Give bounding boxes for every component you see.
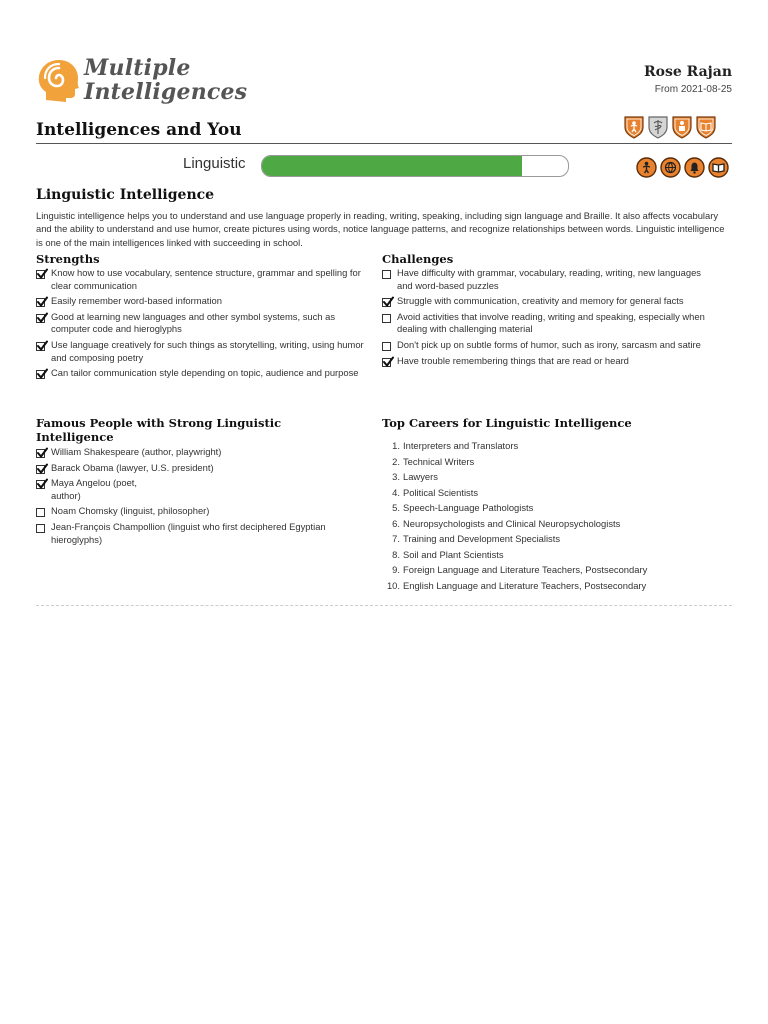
checked-checkbox-icon bbox=[36, 480, 45, 489]
checked-checkbox-icon bbox=[36, 342, 45, 351]
unchecked-checkbox-icon bbox=[382, 314, 391, 323]
career-number: 1. bbox=[392, 440, 400, 451]
challenges-list bbox=[382, 267, 714, 370]
page-title: Intelligences and You bbox=[36, 120, 242, 140]
unchecked-checkbox-icon bbox=[36, 508, 45, 517]
famous-title: Famous People with Strong Linguistic Intelligence bbox=[36, 416, 282, 444]
checklist-item bbox=[36, 477, 361, 502]
checklist-item bbox=[382, 339, 714, 352]
figure-shield-icon bbox=[672, 115, 692, 139]
career-number: 7. bbox=[392, 533, 400, 544]
checked-checkbox-icon bbox=[36, 298, 45, 307]
checked-checkbox-icon bbox=[36, 270, 45, 279]
logo-head-icon bbox=[36, 58, 82, 104]
career-item bbox=[379, 456, 729, 468]
checklist-item-text: William Shakespeare (author, playwright) bbox=[51, 446, 222, 457]
checklist-item-text: Know how to use vocabulary, sentence structure, grammar and spelling for clear communication bbox=[51, 267, 361, 291]
book-badge-icon bbox=[708, 157, 729, 178]
career-item bbox=[379, 580, 729, 592]
checklist-item bbox=[36, 505, 361, 518]
checked-checkbox-icon bbox=[36, 465, 45, 474]
score-bar bbox=[261, 155, 569, 177]
checklist-item-text: Maya Angelou (poet, author) bbox=[51, 477, 137, 501]
career-item bbox=[379, 518, 729, 530]
checklist-item-text: Don't pick up on subtle forms of humor, such as irony, sarcasm and satire bbox=[397, 338, 701, 350]
checklist-item bbox=[36, 521, 361, 546]
checklist-item-text: Use language creatively for such things as storytelling, writing, using humor and composing poetry bbox=[51, 338, 364, 363]
logo-wordmark: Multiple Intelligences bbox=[84, 55, 248, 105]
checked-checkbox-icon bbox=[36, 370, 45, 379]
checklist-item bbox=[382, 311, 714, 336]
career-item bbox=[379, 487, 729, 499]
checklist-item bbox=[36, 295, 366, 308]
career-text: Interpreters and Translators bbox=[403, 440, 519, 451]
career-item bbox=[379, 564, 729, 576]
career-number: 9. bbox=[392, 564, 400, 575]
globe-badge-icon bbox=[660, 157, 681, 178]
career-number: 2. bbox=[392, 455, 400, 467]
checklist-item bbox=[382, 355, 714, 368]
career-number: 10. bbox=[386, 579, 400, 591]
famous-list bbox=[36, 446, 361, 549]
career-text: Training and Development Specialists bbox=[403, 533, 561, 544]
checklist-item bbox=[36, 267, 366, 292]
score-bar-label: Linguistic bbox=[183, 155, 246, 172]
career-text: Lawyers bbox=[403, 471, 438, 482]
bell-badge-icon bbox=[684, 157, 705, 178]
careers-title: Top Careers for Linguistic Intelligence bbox=[382, 416, 632, 430]
badges-top bbox=[624, 115, 716, 139]
checked-checkbox-icon bbox=[382, 298, 391, 307]
career-text: Neuropsychologists and Clinical Neuropsychologists bbox=[403, 517, 621, 529]
strengths-list bbox=[36, 267, 366, 383]
person-shield-icon bbox=[624, 115, 644, 139]
career-text: Technical Writers bbox=[403, 455, 475, 467]
challenges-title: Challenges bbox=[382, 252, 454, 266]
checklist-item bbox=[36, 462, 361, 475]
career-number: 3. bbox=[392, 471, 400, 482]
checked-checkbox-icon bbox=[36, 314, 45, 323]
checklist-item bbox=[382, 295, 714, 308]
checked-checkbox-icon bbox=[36, 449, 45, 458]
report-date: From 2021-08-25 bbox=[654, 84, 732, 95]
career-text: Foreign Language and Literature Teachers, Postsecondary bbox=[403, 564, 648, 575]
checklist-item-text: Jean-François Champollion (linguist who first deciphered Egyptian hieroglyphs) bbox=[51, 520, 326, 545]
checklist-item-text: Can tailor communication style depending on topic, audience and purpose bbox=[51, 367, 359, 379]
user-name: Rose Rajan bbox=[644, 64, 732, 80]
strengths-title: Strengths bbox=[36, 252, 100, 266]
checklist-item-text: Avoid activities that involve reading, writing and speaking, especially when dealing with challenging material bbox=[397, 310, 705, 335]
checklist-item-text: Easily remember word-based information bbox=[51, 295, 222, 307]
title-divider bbox=[36, 143, 732, 144]
career-item bbox=[379, 549, 729, 561]
career-item bbox=[379, 471, 729, 483]
checklist-item bbox=[36, 311, 366, 336]
career-text: Speech-Language Pathologists bbox=[403, 502, 534, 513]
section-divider bbox=[36, 605, 732, 606]
career-number: 8. bbox=[392, 548, 400, 560]
checklist-item bbox=[382, 267, 714, 292]
career-number: 6. bbox=[392, 517, 400, 529]
caduceus-shield-icon bbox=[648, 115, 668, 139]
checklist-item-text: Have difficulty with grammar, vocabulary, reading, writing, new languages and word-based puzzles bbox=[397, 267, 701, 291]
unchecked-checkbox-icon bbox=[382, 342, 391, 351]
unchecked-checkbox-icon bbox=[382, 270, 391, 279]
career-item bbox=[379, 440, 729, 452]
career-item bbox=[379, 502, 729, 514]
career-number: 5. bbox=[392, 502, 400, 513]
book-shield-icon bbox=[696, 115, 716, 139]
badges-mid bbox=[636, 157, 729, 178]
checklist-item bbox=[36, 367, 366, 380]
career-item bbox=[379, 533, 729, 545]
person-badge-icon bbox=[636, 157, 657, 178]
section-title: Linguistic Intelligence bbox=[36, 187, 215, 203]
section-intro: Linguistic intelligence helps you to understand and use language properly in reading, writing, speaking, including sign language and Braille. It also affects vocabulary and the ability to understand and use humor, create pictures using words, notice language patterns, and recognize relationships between words. Linguistic intelligence is one of the main intelligences linked with succeeding in school. bbox=[36, 210, 725, 248]
checklist-item-text: Noam Chomsky (linguist, philosopher) bbox=[51, 505, 210, 517]
checklist-item-text: Struggle with communication, creativity and memory for general facts bbox=[397, 295, 684, 307]
checklist-item bbox=[36, 339, 366, 364]
checklist-item bbox=[36, 446, 361, 459]
score-bar-fill bbox=[262, 156, 522, 176]
career-text: English Language and Literature Teachers, Postsecondary bbox=[403, 579, 647, 591]
unchecked-checkbox-icon bbox=[36, 524, 45, 533]
career-text: Soil and Plant Scientists bbox=[403, 548, 504, 560]
checklist-item-text: Have trouble remembering things that are read or heard bbox=[397, 354, 629, 366]
career-number: 4. bbox=[392, 486, 400, 498]
checklist-item-text: Barack Obama (lawyer, U.S. president) bbox=[51, 461, 214, 473]
career-text: Political Scientists bbox=[403, 486, 479, 498]
checklist-item-text: Good at learning new languages and other symbol systems, such as computer code and hieroglyphs bbox=[51, 310, 336, 335]
checked-checkbox-icon bbox=[382, 358, 391, 367]
careers-list bbox=[379, 440, 729, 595]
